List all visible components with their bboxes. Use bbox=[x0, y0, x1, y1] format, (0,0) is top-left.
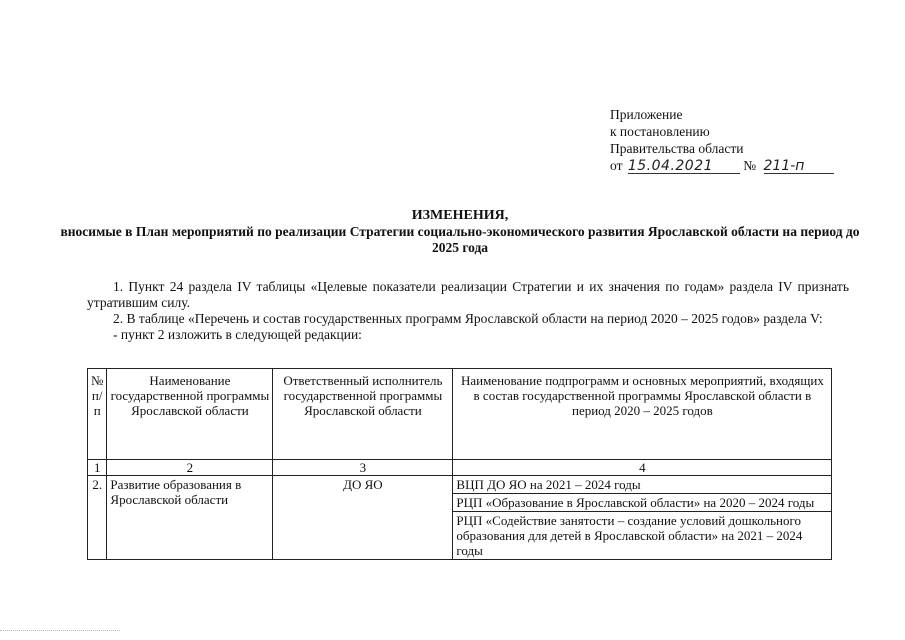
row-subprogram: ВЦП ДО ЯО на 2021 – 2024 годы bbox=[453, 476, 832, 494]
column-number: 4 bbox=[453, 460, 832, 476]
title-subheading: вносимые в План мероприятий по реализации Стратегии социально-экономического развития Ярославской области на период до 2025 года bbox=[60, 224, 860, 255]
date-prefix: от bbox=[610, 158, 623, 173]
row-number: 2. bbox=[88, 476, 107, 560]
header-number: № п/п bbox=[88, 369, 107, 460]
programs-table bbox=[87, 368, 832, 560]
handwritten-number: 211-п bbox=[764, 159, 834, 174]
header-program: Наименование государственной программы Ярославской области bbox=[107, 369, 273, 460]
column-number: 3 bbox=[273, 460, 453, 476]
paragraph-1: 1. Пункт 24 раздела IV таблицы «Целевые показатели реализации Стратегии и их значения по годам» раздела IV признать утратившим силу. bbox=[87, 279, 849, 310]
column-number-row bbox=[88, 460, 832, 476]
header-executor: Ответственный исполнитель государственной программы Ярославской области bbox=[273, 369, 453, 460]
column-number: 2 bbox=[107, 460, 273, 476]
table-header-row bbox=[88, 369, 832, 460]
paragraph-2: 2. В таблице «Перечень и состав государственных программ Ярославской области на период 2020 – 2025 годов» раздела V: bbox=[113, 311, 823, 326]
document-body bbox=[87, 279, 849, 343]
row-program: Развитие образования в Ярославской области bbox=[107, 476, 273, 560]
paragraph-3: - пункт 2 изложить в следующей редакции: bbox=[113, 327, 362, 342]
appendix-line-1: Приложение bbox=[610, 107, 683, 122]
header-subprograms: Наименование подпрограмм и основных мероприятий, входящих в состав государственной программы Ярославской области в период 2020 – 2025 годов bbox=[453, 369, 832, 460]
table-row bbox=[88, 476, 832, 494]
appendix-line-3: Правительства области bbox=[610, 141, 744, 156]
appendix-line-2: к постановлению bbox=[610, 124, 710, 139]
row-executor: ДО ЯО bbox=[273, 476, 453, 560]
row-subprogram: РЦП «Образование в Ярославской области» на 2020 – 2024 годы bbox=[453, 494, 832, 512]
column-number: 1 bbox=[88, 460, 107, 476]
appendix-block bbox=[610, 106, 834, 174]
row-subprogram: РЦП «Содействие занятости – создание условий дошкольного образования для детей в Ярославской области» на 2021 – 2024 годы bbox=[453, 512, 832, 560]
appendix-date-line bbox=[610, 157, 834, 174]
scan-artifact-line bbox=[0, 630, 120, 632]
number-prefix: № bbox=[743, 158, 757, 173]
document-title bbox=[60, 208, 860, 256]
title-heading: ИЗМЕНЕНИЯ, bbox=[411, 208, 509, 223]
handwritten-date: 15.04.2021 bbox=[628, 159, 740, 174]
